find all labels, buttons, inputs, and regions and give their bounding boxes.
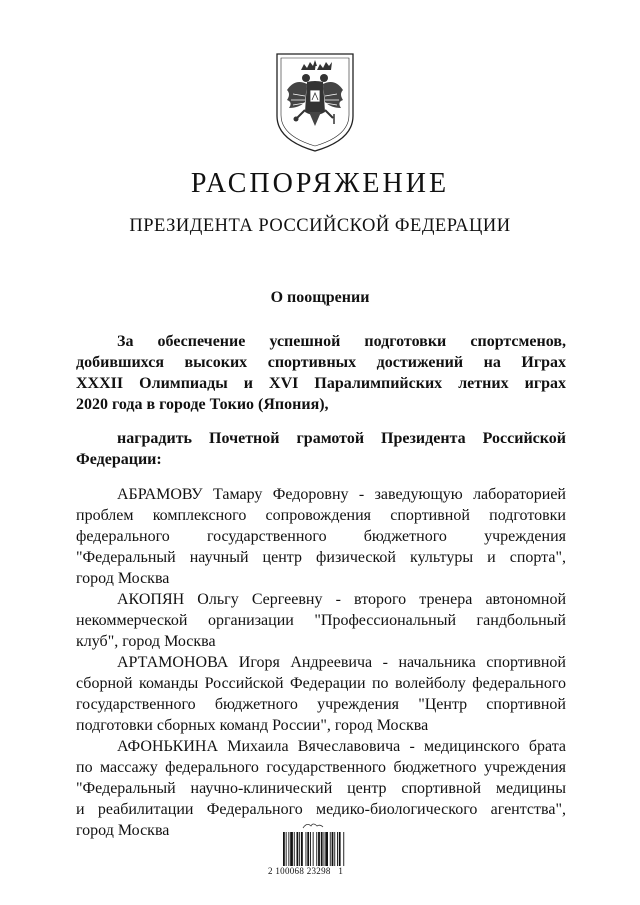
barcode-bar [301,832,303,866]
barcode-bar [283,832,285,866]
decision-line: наградить Почетной грамотой Президента Российской [117,430,566,447]
barcode-bar [339,832,341,866]
preamble-line: добившихся высоких спортивных достижений на Играх [76,354,566,371]
preamble-line: За обеспечение успешной подготовки спортсменов, [117,333,566,350]
barcode-bar [334,832,335,866]
awardee-line: государственного бюджетного учреждения "Центр спортивной [76,696,566,713]
barcode-bar [318,832,320,866]
barcode-digits: 2 100068 23298 [268,866,331,876]
awardee-line: некоммерческой организации "Профессиональный гандбольный [76,612,566,629]
russian-coat-of-arms-icon [273,50,357,154]
document-title: РАСПОРЯЖЕНИЕ [190,168,450,199]
awardee-line: проблем комплексного сопровождения спортивной подготовки [76,507,566,524]
awardee-entry [76,589,566,652]
barcode-bar [297,832,299,866]
awardee-line: город Москва [76,822,170,839]
barcode-number [268,866,378,876]
barcode-bar [310,832,311,866]
awardee-line: по массажу федерального государственного бюджетного учреждения [76,759,566,776]
awardee-line: клуб", город Москва [76,633,216,650]
document-subtitle: ПРЕЗИДЕНТА РОССИЙСКОЙ ФЕДЕРАЦИИ [129,216,511,236]
awardee-line: "Федеральный научно-клинический центр спортивной медицины [76,780,566,797]
barcode-bar [343,832,344,866]
awardee-line: "Федеральный научный центр физической культуры и спорта", [76,549,566,566]
barcode-bar [313,832,314,866]
awardee-line: подготовки сборных команд России", город Москва [76,717,429,734]
awardee-entry [76,652,566,736]
barcode-icon [279,822,351,868]
barcode-bar [316,832,317,866]
preamble-paragraph [76,331,566,415]
barcode-bar [294,832,295,866]
barcode-bar [324,832,325,866]
awardee-line: сборной команды Российской Федерации по волейболу федерального [76,675,566,692]
decision-line: Федерации: [76,451,162,468]
document-subject: О поощрении [270,289,370,306]
awardee-line: и реабилитации Федерального медико-биологического агентства", [76,801,566,818]
page-number: 1 [338,866,344,876]
barcode-bar [337,832,338,866]
preamble-line: 2020 года в городе Токио (Япония), [76,396,329,413]
awardee-line: город Москва [76,570,170,587]
awardee-list [76,484,566,841]
barcode-bar [321,832,323,866]
awardee-line: АРТАМОНОВА Игоря Андреевича - начальника спортивной [117,654,566,671]
barcode-bar [299,832,300,866]
awardee-line: АКОПЯН Ольгу Сергеевну - второго тренера автономной [117,591,566,608]
decision-paragraph [76,428,566,470]
barcode-bar [307,832,309,866]
awardee-entry [76,484,566,589]
awardee-line: АБРАМОВУ Тамару Федоровну - заведующую лабораторией [117,486,566,503]
barcode-bar [286,832,287,866]
barcode-bar [332,832,334,866]
barcode-bar [330,832,331,866]
awardee-line: федерального государственного бюджетного учреждения [76,528,566,545]
barcode-bar [325,832,328,866]
awardee-line: АФОНЬКИНА Михаила Вячеславовича - медицинского брата [117,738,566,755]
barcode-bar [288,832,289,866]
barcode-bar [306,832,307,866]
preamble-line: XXXII Олимпиады и XVI Паралимпийских летних играх [76,375,566,392]
barcode-bar [290,832,293,866]
